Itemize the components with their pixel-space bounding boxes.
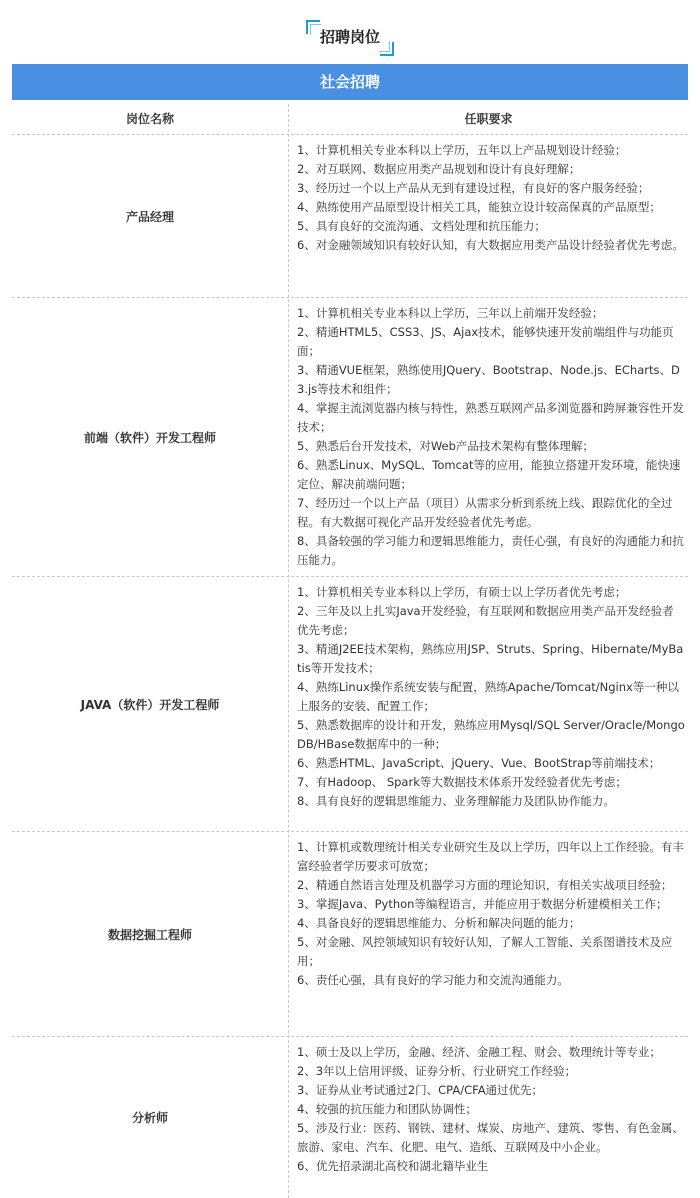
requirement-item: 7、经历过一个以上产品（项目）从需求分析到系统上线、跟踪优化的全过程。有大数据可视化产品开发经验者优先考虑。 — [297, 496, 673, 529]
requirement-item: 1、计算机相关专业本科以上学历，三年以上前端开发经验； — [297, 306, 604, 320]
section-banner: 社会招聘 — [12, 64, 688, 100]
requirement-item: 6、对金融领域知识有较好认知，有大数据应用类产品设计经验者优先考虑。 — [297, 238, 684, 252]
page-title-frame — [306, 20, 394, 56]
requirement-item: 2、精通HTML5、CSS3、JS、Ajax技术，能够快速开发前端组件与功能页面； — [297, 325, 674, 358]
table-row — [12, 135, 688, 298]
requirements-list — [297, 304, 685, 570]
header-requirements: 任职要求 — [464, 112, 513, 126]
corner-decoration-icon — [379, 41, 390, 52]
requirement-item: 4、熟练Linux操作系统安装与配置，熟练Apache/Tomcat/Nginx等一种以上服务的安装、配置工作； — [297, 680, 679, 713]
requirement-item: 4、具备良好的逻辑思维能力、分析和解决问题的能力； — [297, 916, 581, 930]
requirement-item: 3、掌握Java、Python等编程语言，并能应用于数据分析建模相关工作； — [297, 897, 668, 911]
requirement-item: 2、精通自然语言处理及机器学习方面的理论知识，有相关实战项目经验； — [297, 878, 673, 892]
requirement-item: 4、熟练使用产品原型设计相关工具，能独立设计较高保真的产品原型； — [297, 200, 661, 214]
requirement-item: 2、对互联网、数据应用类产品规划和设计有良好理解； — [297, 162, 581, 176]
requirement-item: 8、具有良好的逻辑思维能力、业务理解能力及团队协作能力。 — [297, 794, 615, 808]
requirement-item: 5、熟悉后台开发技术，对Web产品技术架构有整体理解； — [297, 439, 594, 453]
page-title-area — [0, 0, 700, 64]
requirements-list — [297, 1043, 685, 1176]
table-row — [12, 832, 688, 1037]
header-position-name: 岗位名称 — [125, 112, 174, 126]
table-row — [12, 1037, 688, 1198]
requirement-item: 3、证券从业考试通过2门、CPA/CFA通过优先； — [297, 1083, 544, 1097]
requirement-item: 5、对金融、风控领域知识有较好认知，了解人工智能、关系图谱技术及应用； — [297, 935, 673, 968]
requirement-item: 5、熟悉数据库的设计和开发，熟练应用Mysql/SQL Server/Oracle/MongoDB/HBase数据库中的一种； — [297, 718, 685, 751]
requirement-item: 5、涉及行业：医药、钢铁、建材、煤炭、房地产、建筑、零售、有色金属、旅游、家电、汽车、化肥、电气、造纸、互联网及中小企业。 — [297, 1121, 684, 1154]
requirements-list — [297, 838, 685, 990]
requirements-list — [297, 583, 685, 811]
requirement-item: 3、精通VUE框架，熟练使用JQuery、Bootstrap、Node.js、ECharts、D3.js等技术和组件； — [297, 363, 680, 396]
requirement-item: 8、具备较强的学习能力和逻辑思维能力，责任心强，有良好的沟通能力和抗压能力。 — [297, 534, 684, 567]
requirement-item: 4、掌握主流浏览器内核与特性，熟悉互联网产品多浏览器和跨屏兼容性开发技术； — [297, 401, 684, 434]
position-name: 前端（软件）开发工程师 — [83, 430, 216, 445]
requirement-item: 7、有Hadoop、 Spark等大数据技术体系开发经验者优先考虑； — [297, 775, 627, 789]
requirement-item: 3、精通J2EE技术架构，熟练应用JSP、Struts、Spring、Hibernate/MyBatis等开发技术； — [297, 642, 684, 675]
requirement-item: 6、责任心强，具有良好的学习能力和交流沟通能力。 — [297, 973, 569, 987]
requirement-item: 4、较强的抗压能力和团队协调性； — [297, 1102, 477, 1116]
requirement-item: 1、硕士及以上学历，金融、经济、金融工程、财会、数理统计等专业； — [297, 1045, 661, 1059]
corner-decoration-icon — [310, 24, 321, 35]
table-header — [12, 104, 688, 135]
requirement-item: 1、计算机相关专业本科以上学历，五年以上产品规划设计经验； — [297, 143, 627, 157]
position-name: 产品经理 — [125, 209, 174, 224]
page-title: 招聘岗位 — [319, 28, 380, 46]
table-row — [12, 577, 688, 832]
requirement-item: 5、具有良好的交流沟通、文档处理和抗压能力； — [297, 219, 546, 233]
requirement-item: 1、计算机或数理统计相关专业研究生及以上学历，四年以上工作经验。有丰富经验者学历要求可放宽； — [297, 840, 684, 873]
requirement-item: 6、熟悉HTML、JavaScript、jQuery、Vue、BootStrap等前端技术； — [297, 756, 661, 770]
requirement-item: 2、三年及以上扎实Java开发经验，有互联网和数据应用类产品开发经验者优先考虑； — [297, 604, 674, 637]
position-name: JAVA（软件）开发工程师 — [80, 697, 220, 712]
requirement-item: 6、优先招录湖北高校和湖北籍毕业生 — [297, 1159, 489, 1173]
requirement-item: 6、熟悉Linux、MySQL、Tomcat等的应用，能独立搭建开发环境，能快速定位、解决前端问题； — [297, 458, 681, 491]
table-row — [12, 298, 688, 577]
requirement-item: 2、3年以上信用评级、证券分析、行业研究工作经验； — [297, 1064, 577, 1078]
requirement-item: 3、经历过一个以上产品从无到有建设过程，有良好的客户服务经验； — [297, 181, 650, 195]
requirements-list — [297, 141, 685, 255]
position-name: 分析师 — [131, 1111, 168, 1125]
position-name: 数据挖掘工程师 — [107, 927, 192, 942]
requirement-item: 1、计算机相关专业本科以上学历，有硕士以上学历者优先考虑； — [297, 585, 627, 599]
